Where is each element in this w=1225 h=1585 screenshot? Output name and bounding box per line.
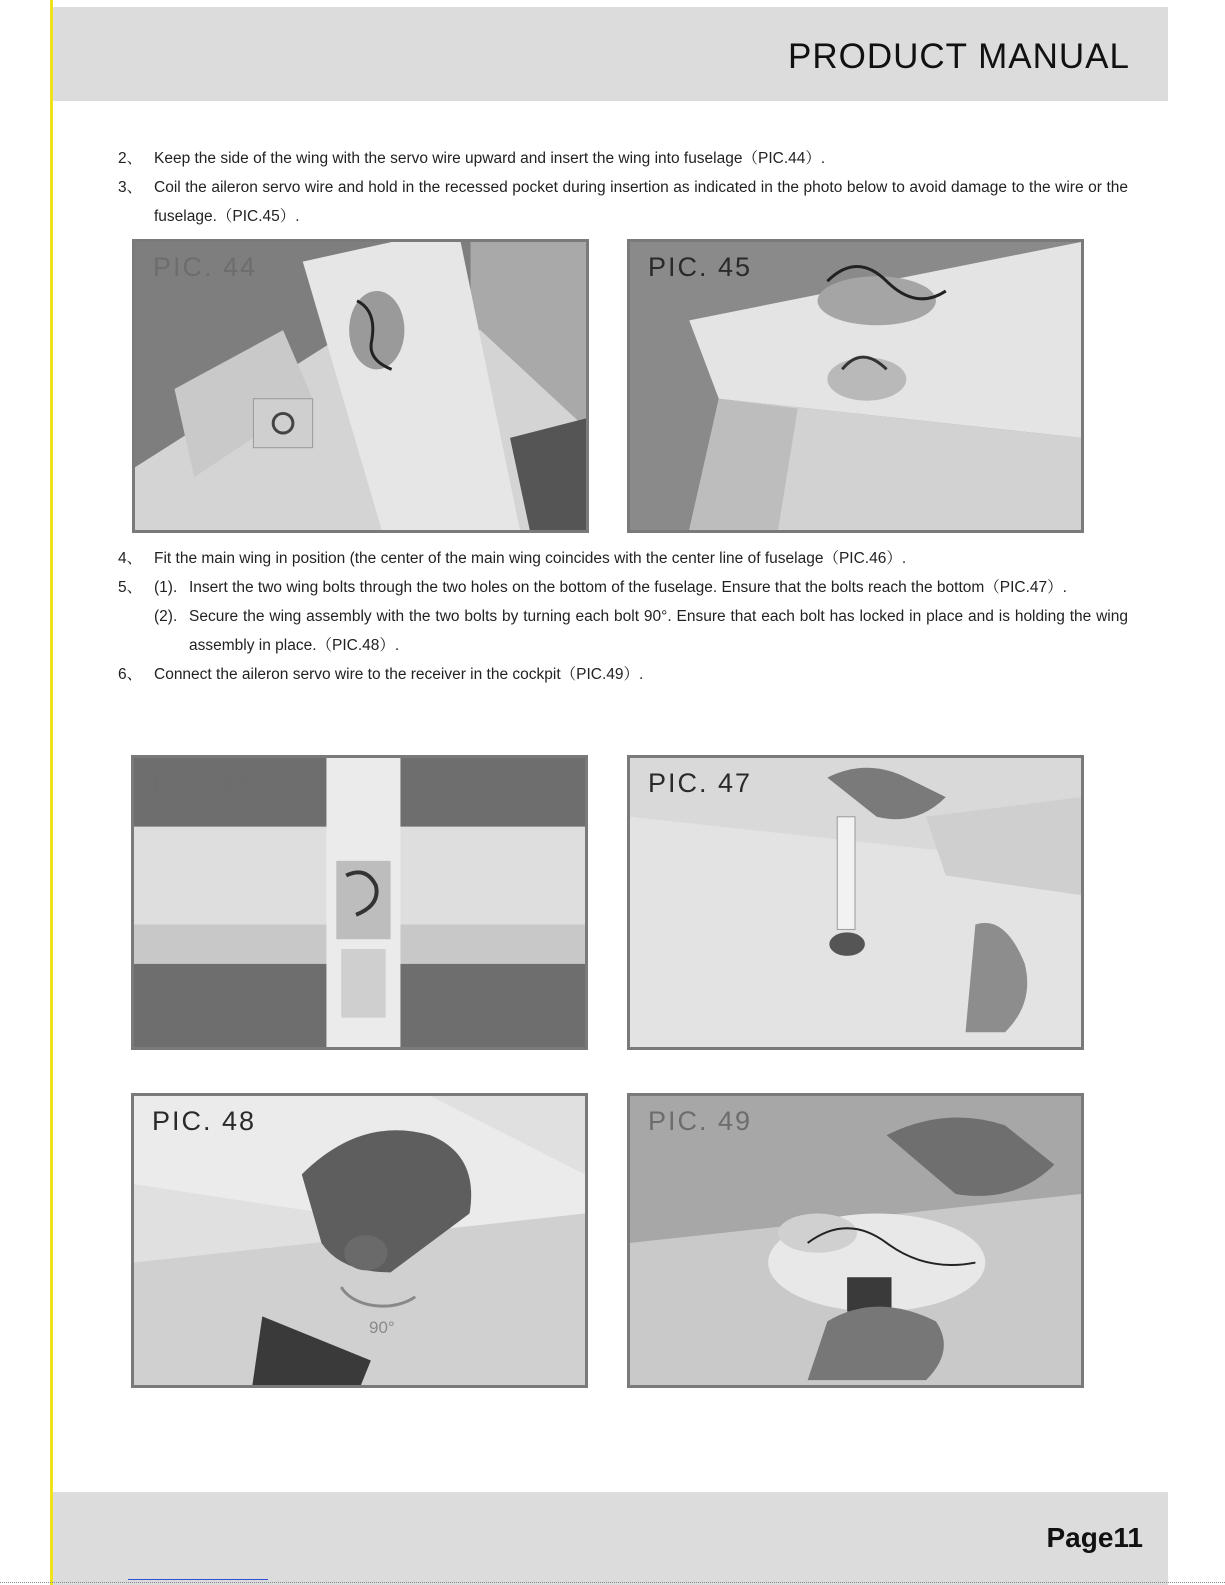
step-2 <box>118 144 1128 173</box>
header-band <box>53 7 1168 101</box>
coiled-servo-wire-photo <box>630 242 1081 530</box>
page-title: PRODUCT MANUAL <box>787 37 1130 76</box>
step-text: Fit the main wing in position (the center of the main wing coincides with the center line of fuselage（PIC.46）. <box>154 550 907 567</box>
photo-pic-48 <box>131 1093 588 1388</box>
footer-band <box>53 1492 1168 1585</box>
step-5 <box>118 573 1128 660</box>
photo-pic-45 <box>627 239 1084 533</box>
step-number: 3、 <box>118 179 143 196</box>
sub-step-text: Secure the wing assembly with the two bolts by turning each bolt 90°. Ensure that each bolt has locked in place and is holding the wing assembly in place.（PIC.48）. <box>189 608 1128 654</box>
photo-pic-49 <box>627 1093 1084 1388</box>
step-number: 2、 <box>118 150 143 167</box>
step-5-body <box>154 573 1128 660</box>
angle-label: 90° <box>369 1318 395 1337</box>
sub-step-number: (2). <box>154 608 178 625</box>
step-6 <box>118 660 1128 689</box>
page-number: Page11 <box>1046 1522 1143 1553</box>
footer-underline <box>128 1579 268 1580</box>
wing-insertion-photo <box>135 242 586 530</box>
step-number: 5、 <box>118 579 143 596</box>
receiver-connection-photo <box>630 1096 1081 1385</box>
step-5-sub-2 <box>154 602 1128 660</box>
step-text: Connect the aileron servo wire to the receiver in the cockpit（PIC.49）. <box>154 666 644 683</box>
margin-rule <box>50 0 53 1585</box>
picture-label: PIC. 45 <box>648 252 753 282</box>
page-edge-line <box>0 1582 1225 1583</box>
picture-label: PIC. 44 <box>153 252 258 282</box>
photo-pic-44 <box>132 239 589 533</box>
sub-step-number: (1). <box>154 579 178 596</box>
step-5-sub-1 <box>154 573 1128 602</box>
instructions-top <box>118 144 1128 231</box>
photo-pic-47 <box>627 755 1084 1050</box>
picture-label: PIC. 46 <box>152 768 257 798</box>
sub-step-text: Insert the two wing bolts through the two holes on the bottom of the fuselage. Ensure that the bolts reach the bottom（PIC.47）. <box>189 579 1067 596</box>
photo-pic-46 <box>131 755 588 1050</box>
instructions-middle <box>118 544 1128 689</box>
picture-label: PIC. 48 <box>152 1106 257 1136</box>
step-text: Keep the side of the wing with the servo wire upward and insert the wing into fuselage（PIC.44）. <box>154 150 826 167</box>
step-number: 4、 <box>118 550 143 567</box>
step-4 <box>118 544 1128 573</box>
wing-position-photo <box>134 758 585 1047</box>
bolt-turning-photo <box>134 1096 585 1385</box>
picture-label: PIC. 49 <box>648 1106 753 1136</box>
wing-bolt-insertion-photo <box>630 758 1081 1047</box>
step-3 <box>118 173 1128 231</box>
step-number: 6、 <box>118 666 143 683</box>
picture-label: PIC. 47 <box>648 768 753 798</box>
step-text: Coil the aileron servo wire and hold in the recessed pocket during insertion as indicated in the photo below to avoid damage to the wire or the fuselage.（PIC.45）. <box>154 179 1128 225</box>
